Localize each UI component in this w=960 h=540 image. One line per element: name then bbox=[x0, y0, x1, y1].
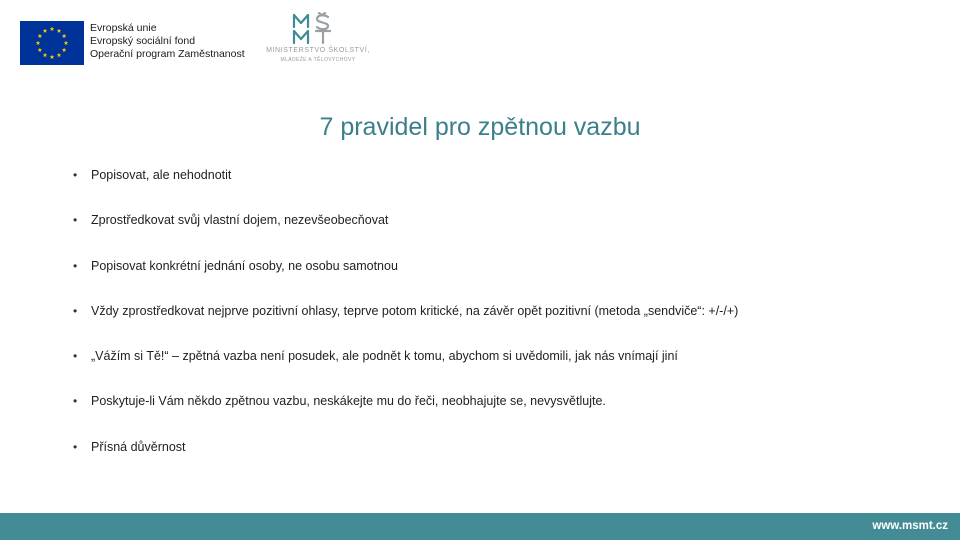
bullet-text: Vždy zprostředkovat nejprve pozitivní ohlasy, teprve potom kritické, na závěr opět pozitivní (metoda „sendviče“: +/-/+) bbox=[91, 303, 739, 318]
eu-flag-icon bbox=[20, 21, 84, 65]
bullet-text: Popisovat konkrétní jednání osoby, ne osobu samotnou bbox=[91, 258, 398, 273]
slide-header bbox=[0, 0, 960, 80]
msmt-logo bbox=[266, 12, 370, 68]
list-item bbox=[73, 166, 738, 211]
bullet-icon: • bbox=[73, 349, 78, 364]
list-item bbox=[73, 257, 738, 302]
eu-logo-line: Operační program Zaměstnanost bbox=[90, 48, 245, 60]
bullet-icon: • bbox=[73, 439, 78, 454]
msmt-logo-line: MINISTERSTVO ŠKOLSTVÍ, bbox=[266, 47, 370, 54]
eu-logo-line: Evropská unie bbox=[90, 22, 157, 34]
bullet-list bbox=[73, 166, 738, 483]
list-item bbox=[73, 302, 738, 347]
msmt-logo-icon bbox=[290, 12, 342, 46]
footer-bar bbox=[0, 513, 960, 540]
bullet-text: Popisovat, ale nehodnotit bbox=[91, 168, 232, 182]
bullet-icon: • bbox=[73, 213, 78, 228]
eu-logo-line: Evropský sociální fond bbox=[90, 35, 196, 47]
list-item bbox=[73, 392, 738, 437]
list-item bbox=[73, 347, 738, 392]
bullet-text: Přísná důvěrnost bbox=[91, 439, 186, 454]
slide-title: 7 pravidel pro zpětnou vazbu bbox=[319, 113, 641, 141]
bullet-icon: • bbox=[73, 394, 78, 409]
list-item bbox=[73, 438, 738, 483]
list-item bbox=[73, 211, 738, 256]
bullet-text: Poskytuje-li Vám někdo zpětnou vazbu, neskákejte mu do řeči, neobhajujte se, nevysvětlujte. bbox=[91, 394, 606, 409]
eu-esf-logo bbox=[20, 21, 245, 65]
bullet-text: „Vážím si Tě!“ – zpětná vazba není posudek, ale podnět k tomu, abychom si uvědomili, jak nás vnímají jiní bbox=[91, 349, 678, 364]
bullet-icon: • bbox=[73, 303, 78, 318]
bullet-icon: • bbox=[73, 168, 78, 182]
msmt-website-link[interactable]: www.msmt.cz bbox=[872, 520, 948, 532]
eu-logo-text bbox=[90, 22, 245, 61]
msmt-logo-line: MLÁDEŽE A TĚLOVÝCHOVY bbox=[280, 57, 356, 63]
bullet-text: Zprostředkovat svůj vlastní dojem, nezevšeobecňovat bbox=[91, 213, 389, 228]
bullet-icon: • bbox=[73, 258, 78, 273]
